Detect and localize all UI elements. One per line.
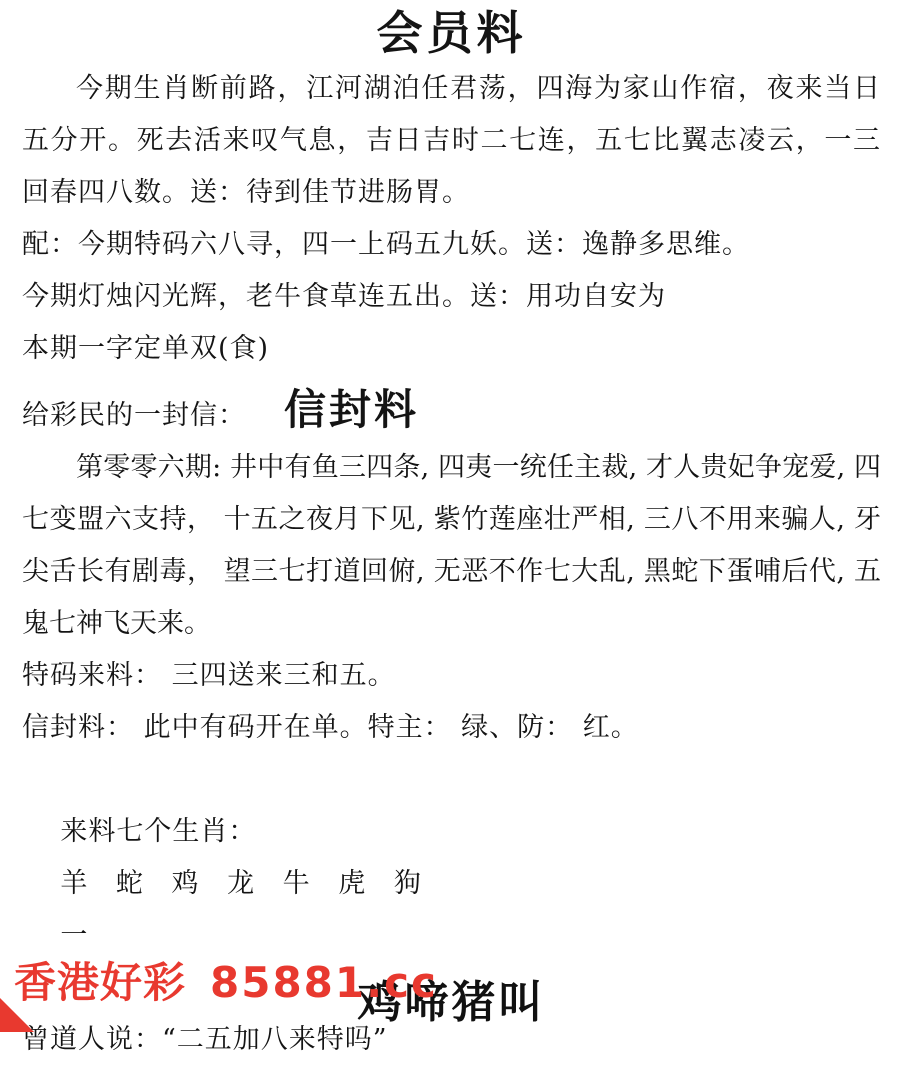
document-page <box>0 6 903 1055</box>
line-saying: 曾道人说：“二五加八来特吗” <box>22 1023 388 1055</box>
line-single-double: 本期一字定单双(食) <box>22 332 270 364</box>
footer-area <box>0 936 903 1032</box>
zodiac-tail: 一 <box>60 919 89 951</box>
paragraph-verse-1: 今期生肖断前路，江河湖泊任君荡，四海为家山作宿，夜来当日五分开。死去活来叹气息，吉日吉时二七连，五七比翼志凌云，一三回春四八数。送：待到佳节进肠胃。 <box>22 72 881 208</box>
line-special-code: 特码来料： 三四送来三和五。 <box>22 659 396 691</box>
letter-lead-text: 给彩民的一封信： <box>22 399 246 431</box>
watermark-brand: 香港好彩 <box>14 958 187 1007</box>
line-pairing: 配：今期特码六八寻，四一上码五九妖。送：逸静多思维。 <box>22 228 750 260</box>
page-title: 会员料 <box>376 6 527 60</box>
corner-triangle-decoration <box>0 998 34 1032</box>
bottom-slogan: 鸡啼猪叫 <box>357 977 546 1028</box>
line-envelope-info: 信封料： 此中有码开在单。特主： 绿、防： 红。 <box>22 711 639 743</box>
letter-body: 第零零六期: 井中有鱼三四条, 四夷一统任主裁, 才人贵妃争宠爱, 四七变盟六支持， 十五之夜月下见, 紫竹莲座壮严相, 三八不用来骗人, 牙尖舌长有剧毒， 望三七打道回俯, 无恶不作七大乱, 黑蛇下蛋哺后代, 五鬼七神飞天来。 <box>22 451 881 639</box>
letter-title: 信封料 <box>284 384 420 434</box>
zodiac-values: 羊 蛇 鸡 龙 牛 虎 狗 <box>60 867 431 899</box>
zodiac-label: 来料七个生肖： <box>60 815 257 847</box>
watermark <box>14 950 438 1010</box>
watermark-number: 85881.cc <box>210 958 438 1007</box>
line-lantern: 今期灯烛闪光辉，老牛食草连五出。送：用功自安为 <box>22 280 666 312</box>
letter-heading <box>22 377 881 442</box>
